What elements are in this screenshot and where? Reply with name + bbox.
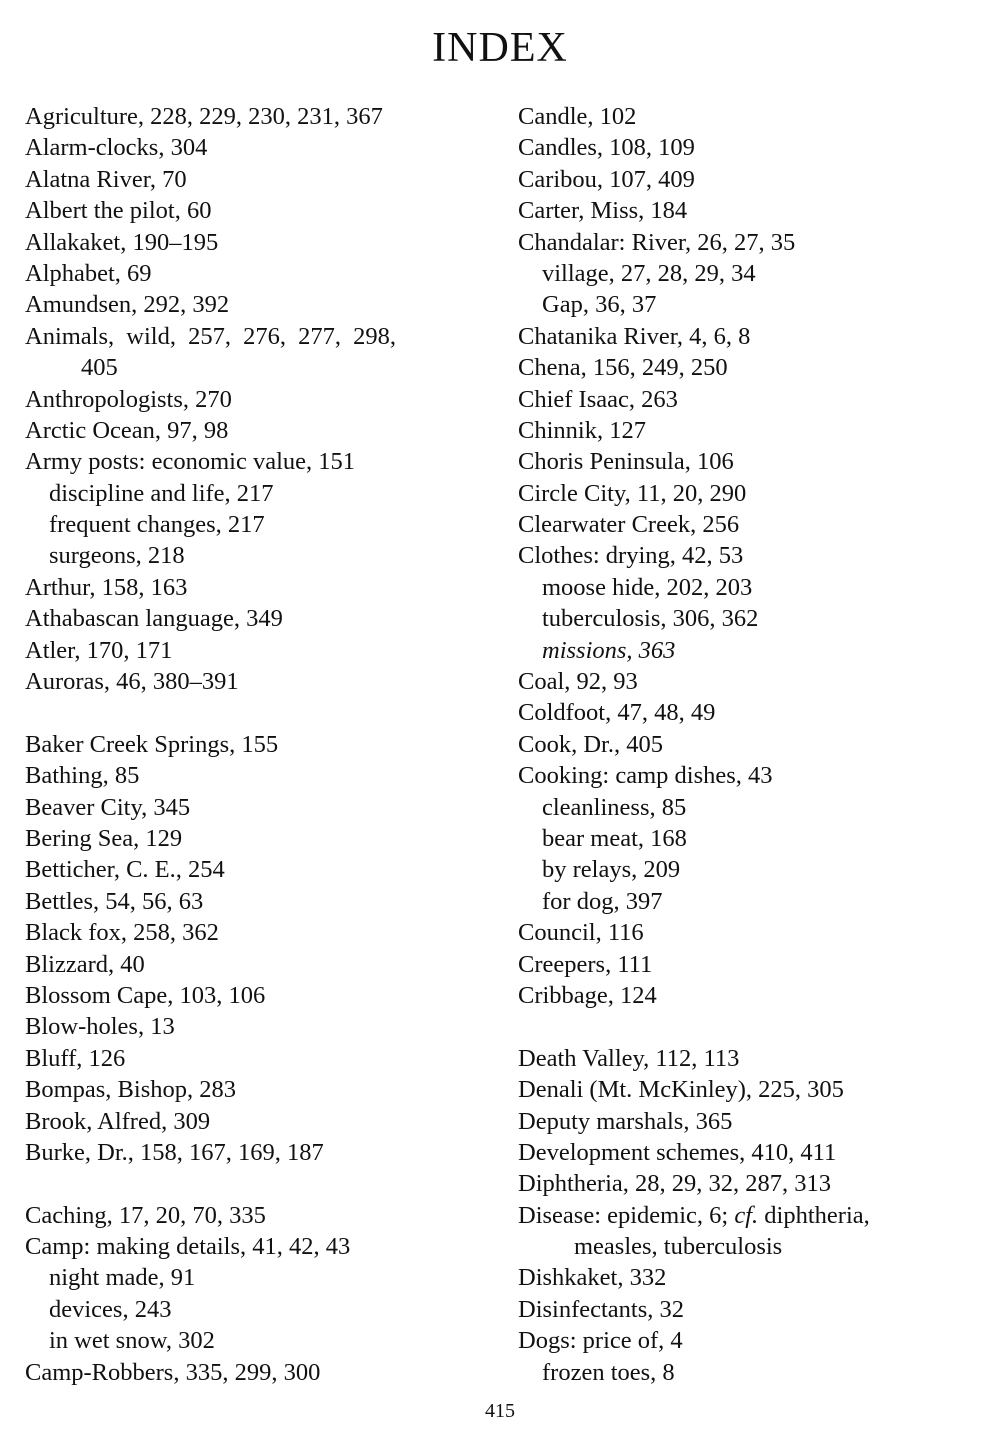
entry-text: frequent changes, 217 (49, 511, 265, 539)
entry-text: Blizzard, 40 (25, 950, 145, 978)
entry-text: Baker Creek Springs, 155 (25, 730, 279, 758)
entry-text: Chinnik, 127 (518, 416, 646, 444)
entry-text: discipline and life, 217 (49, 479, 274, 507)
index-subentry (25, 478, 505, 509)
entry-text: by relays, 209 (542, 856, 681, 884)
index-entry (25, 949, 505, 980)
entry-text: night made, 91 (49, 1264, 196, 1292)
index-subentry (25, 540, 505, 571)
index-entry (25, 258, 505, 289)
index-entry (518, 1200, 998, 1231)
entry-text: Army posts: economic value, 151 (25, 448, 356, 476)
index-entry-continuation (25, 352, 505, 383)
entry-text: Bompas, Bishop, 283 (25, 1076, 236, 1104)
index-subentry (518, 854, 998, 885)
entry-text: Bering Sea, 129 (25, 824, 183, 852)
index-entry (25, 132, 505, 163)
index-subentry (518, 1357, 998, 1388)
entry-text: Carter, Miss, 184 (518, 197, 688, 225)
entry-text: Auroras, 46, 380–391 (25, 668, 239, 696)
entry-text: Dogs: price of, 4 (518, 1327, 683, 1355)
entry-text: Disinfectants, 32 (518, 1295, 685, 1323)
entry-text: Chandalar: River, 26, 27, 35 (518, 228, 796, 256)
entry-text: measles, tuberculosis (574, 1233, 783, 1261)
index-entry (518, 949, 998, 980)
entry-text: frozen toes, 8 (542, 1358, 675, 1386)
entry-text: Circle City, 11, 20, 290 (518, 479, 747, 507)
index-entry (25, 164, 505, 195)
index-entry (25, 980, 505, 1011)
index-entry (25, 289, 505, 320)
entry-text: Alatna River, 70 (25, 165, 187, 193)
index-entry (518, 917, 998, 948)
entry-text: Dishkaket, 332 (518, 1264, 667, 1292)
entry-text: Camp: making details, 41, 42, 43 (25, 1233, 351, 1261)
index-entry (518, 509, 998, 540)
index-subentry (25, 1262, 505, 1293)
index-entry (25, 792, 505, 823)
index-entry (25, 760, 505, 791)
index-entry (25, 603, 505, 634)
index-section-gap (25, 1168, 505, 1199)
entry-text: Denali (Mt. McKinley), 225, 305 (518, 1076, 844, 1104)
entry-text: Chatanika River, 4, 6, 8 (518, 322, 751, 350)
entry-text: cleanliness, 85 (542, 793, 687, 821)
index-entry (25, 101, 505, 132)
entry-text-after: diphtheria, (758, 1201, 870, 1229)
entry-text: Candle, 102 (518, 103, 637, 130)
entry-text: Athabascan language, 349 (25, 605, 283, 633)
index-entry (518, 195, 998, 226)
index-entry (25, 415, 505, 446)
index-entry-continuation (518, 1231, 998, 1262)
entry-text: Arthur, 158, 163 (25, 573, 188, 601)
entry-text: Brook, Alfred, 309 (25, 1107, 211, 1135)
index-entry (25, 886, 505, 917)
entry-text: Amundsen, 292, 392 (25, 291, 230, 319)
index-subentry (25, 1294, 505, 1325)
index-entry (25, 1137, 505, 1168)
index-entry (518, 760, 998, 791)
index-entry (25, 854, 505, 885)
entry-text: surgeons, 218 (49, 542, 185, 570)
index-entry (518, 132, 998, 163)
entry-text: Council, 116 (518, 919, 644, 947)
page-title: INDEX (432, 25, 568, 71)
index-subentry (518, 289, 998, 320)
index-entry (25, 635, 505, 666)
index-subentry (518, 823, 998, 854)
index-entry (518, 729, 998, 760)
index-subentry (518, 572, 998, 603)
index-entry (518, 1043, 998, 1074)
page-number: 415 (485, 1400, 515, 1422)
index-entry (518, 666, 998, 697)
entry-text: Chief Isaac, 263 (518, 385, 678, 413)
entry-text: Caribou, 107, 409 (518, 165, 695, 193)
entry-text: Creepers, 111 (518, 950, 653, 978)
entry-text: devices, 243 (49, 1295, 172, 1323)
entry-text: Development schemes, 410, 411 (518, 1138, 837, 1166)
entry-text: Diphtheria, 28, 29, 32, 287, 313 (518, 1170, 832, 1198)
index-entry (518, 321, 998, 352)
entry-text: moose hide, 202, 203 (542, 573, 753, 601)
entry-text: Allakaket, 190–195 (25, 228, 219, 256)
index-section-gap (25, 697, 505, 728)
entry-text: Camp-Robbers, 335, 299, 300 (25, 1358, 321, 1386)
entry-text: Clearwater Creek, 256 (518, 511, 740, 539)
entry-text: Cook, Dr., 405 (518, 730, 663, 758)
entry-italic-text: cf. (734, 1201, 759, 1229)
entry-text: Clothes: drying, 42, 53 (518, 542, 744, 570)
entry-text: Death Valley, 112, 113 (518, 1044, 740, 1072)
entry-text: in wet snow, 302 (49, 1327, 215, 1355)
entry-text: Cooking: camp dishes, 43 (518, 762, 773, 790)
entry-text: tuberculosis, 306, 362 (542, 605, 759, 633)
entry-text: Albert the pilot, 60 (25, 197, 212, 225)
index-entry (25, 1357, 505, 1388)
entry-text: village, 27, 28, 29, 34 (542, 259, 756, 287)
index-entry (25, 1106, 505, 1137)
index-entry (518, 101, 998, 132)
entry-text: Anthropologists, 270 (25, 385, 232, 413)
entry-text: Alarm-clocks, 304 (25, 134, 208, 162)
index-subentry (518, 603, 998, 634)
index-entry (25, 1200, 505, 1231)
index-entry (518, 1106, 998, 1137)
entry-text: Beaver City, 345 (25, 793, 191, 821)
index-entry (25, 1011, 505, 1042)
entry-text: Choris Peninsula, 106 (518, 448, 734, 476)
entry-text: Burke, Dr., 158, 167, 169, 187 (25, 1138, 324, 1166)
index-entry (25, 227, 505, 258)
entry-text: Gap, 36, 37 (542, 291, 657, 319)
index-section-gap (518, 1011, 998, 1042)
entry-text: Animals, wild, 257, 276, 277, 298, (25, 322, 396, 350)
entry-text: Blossom Cape, 103, 106 (25, 981, 266, 1009)
entry-text: Atler, 170, 171 (25, 636, 173, 664)
index-entry (25, 1231, 505, 1262)
index-entry (518, 415, 998, 446)
entry-text: Blow-holes, 13 (25, 1013, 175, 1041)
index-column-left (25, 101, 505, 1388)
entry-text: bear meat, 168 (542, 824, 687, 852)
entry-text: Candles, 108, 109 (518, 134, 695, 162)
index-entry (25, 572, 505, 603)
index-entry (25, 195, 505, 226)
index-entry (518, 1262, 998, 1293)
entry-text: Agriculture, 228, 229, 230, 231, 367 (25, 103, 383, 130)
entry-text: Chena, 156, 249, 250 (518, 354, 728, 382)
index-entry (518, 980, 998, 1011)
index-entry (518, 384, 998, 415)
index-subentry (518, 792, 998, 823)
index-subentry (518, 635, 998, 666)
index-entry (518, 1294, 998, 1325)
entry-text: Bathing, 85 (25, 762, 140, 790)
index-entry (25, 729, 505, 760)
index-entry (518, 227, 998, 258)
entry-text: for dog, 397 (542, 887, 663, 915)
index-entry (518, 540, 998, 571)
index-entry (518, 478, 998, 509)
index-column-right (518, 101, 998, 1388)
index-entry (25, 384, 505, 415)
index-entry (518, 1325, 998, 1356)
entry-text: Bluff, 126 (25, 1044, 126, 1072)
entry-text: Alphabet, 69 (25, 259, 152, 287)
index-entry (518, 164, 998, 195)
index-subentry (25, 1325, 505, 1356)
entry-text: Black fox, 258, 362 (25, 919, 219, 947)
entry-text: Coal, 92, 93 (518, 668, 638, 696)
entry-text: 405 (81, 354, 118, 382)
index-entry (25, 917, 505, 948)
index-entry (518, 697, 998, 728)
index-subentry (518, 258, 998, 289)
entry-text: Cribbage, 124 (518, 981, 657, 1009)
index-subentry (25, 509, 505, 540)
entry-text: Caching, 17, 20, 70, 335 (25, 1201, 266, 1229)
entry-text: Disease: epidemic, 6; (518, 1201, 735, 1229)
index-entry (25, 446, 505, 477)
entry-text: Coldfoot, 47, 48, 49 (518, 699, 716, 727)
index-entry (518, 1074, 998, 1105)
index-entry (25, 1074, 505, 1105)
index-subentry (518, 886, 998, 917)
entry-text: missions, 363 (542, 636, 676, 664)
entry-text: Betticher, C. E., 254 (25, 856, 225, 884)
index-entry (518, 1137, 998, 1168)
index-entry (25, 823, 505, 854)
entry-text: Deputy marshals, 365 (518, 1107, 733, 1135)
index-entry (518, 1168, 998, 1199)
index-entry (25, 1043, 505, 1074)
entry-text: Arctic Ocean, 97, 98 (25, 416, 229, 444)
entry-text: Bettles, 54, 56, 63 (25, 887, 204, 915)
index-entry (518, 446, 998, 477)
index-entry (518, 352, 998, 383)
index-entry (25, 666, 505, 697)
index-entry (25, 321, 505, 352)
